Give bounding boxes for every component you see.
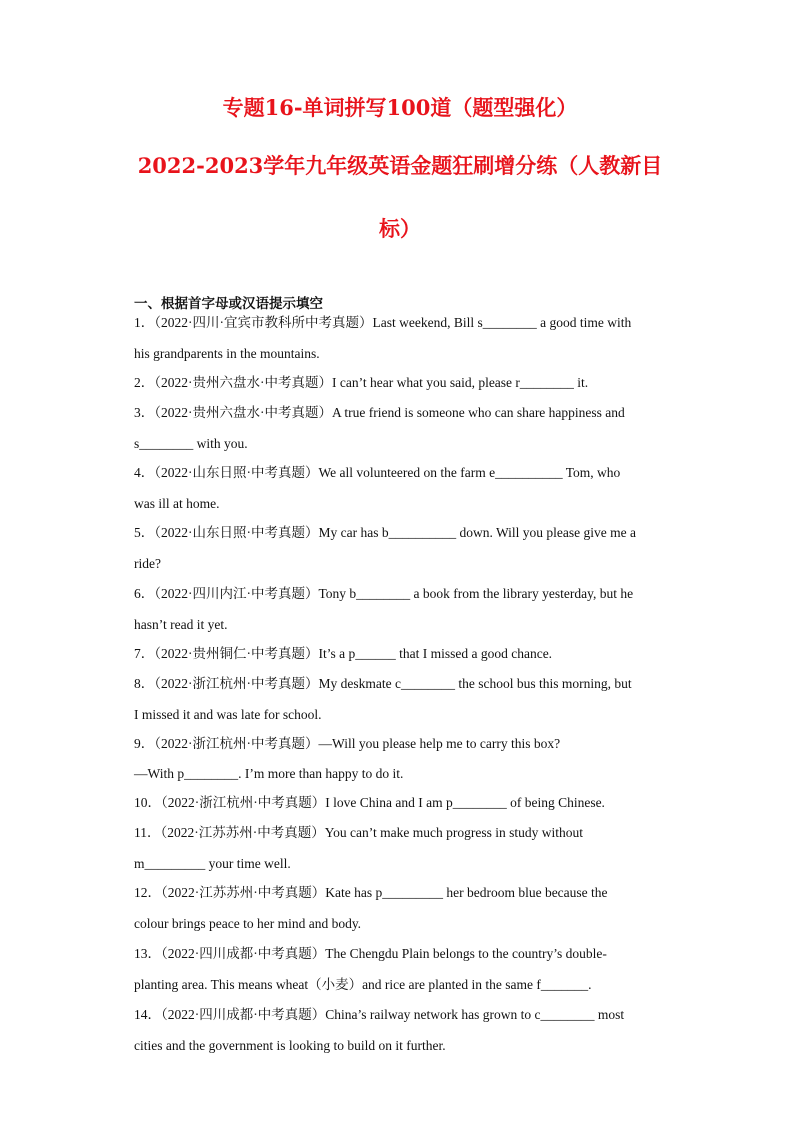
section-heading: 一、根据首字母或汉语提示填空	[134, 296, 323, 312]
question-line: I missed it and was late for school.	[134, 707, 322, 722]
question-line: 14．（2022·四川成都·中考真题）China’s railway network has grown to c________ most	[134, 1007, 625, 1022]
question-line: 3．（2022·贵州六盘水·中考真题）A true friend is someone who can share happiness and	[134, 405, 625, 420]
question-line: 7．（2022·贵州铜仁·中考真题）It’s a p______ that I missed a good chance.	[134, 646, 553, 661]
question-line: 5．（2022·山东日照·中考真题）My car has b__________ down. Will you please give me a	[134, 525, 637, 540]
question-line: s________ with you.	[134, 436, 248, 451]
question-line: 1．（2022·四川·宜宾市教科所中考真题）Last weekend, Bill s________ a good time with	[134, 315, 632, 330]
question-line: 9．（2022·浙江杭州·中考真题）—Will you please help me to carry this box?	[134, 736, 561, 751]
question-line: 2．（2022·贵州六盘水·中考真题）I can’t hear what you said, please r________ it.	[134, 375, 589, 390]
document-title-line-3: 标）	[379, 216, 421, 241]
question-line: 8．（2022·浙江杭州·中考真题）My deskmate c________ the school bus this morning, but	[134, 676, 632, 691]
question-line: cities and the government is looking to build on it further.	[134, 1038, 446, 1053]
question-line: 10．（2022·浙江杭州·中考真题）I love China and I am p________ of being Chinese.	[134, 795, 605, 810]
question-line: his grandparents in the mountains.	[134, 346, 320, 361]
question-line: —With p________. I’m more than happy to do it.	[134, 766, 404, 781]
question-line: m_________ your time well.	[134, 856, 291, 871]
question-line: 4．（2022·山东日照·中考真题）We all volunteered on the farm e__________ Tom, who	[134, 465, 621, 480]
question-line: 6．（2022·四川内江·中考真题）Tony b________ a book from the library yesterday, but he	[134, 586, 634, 601]
question-line: 11．（2022·江苏苏州·中考真题）You can’t make much progress in study without	[134, 825, 583, 840]
document-title-line-1: 专题16-单词拼写100道（题型强化）	[222, 95, 578, 120]
question-line: planting area. This means wheat（小麦）and rice are planted in the same f_______.	[134, 977, 592, 992]
document-title-line-2: 2022-2023学年九年级英语金题狂刷增分练（人教新目	[137, 153, 663, 178]
question-line: 12．（2022·江苏苏州·中考真题）Kate has p_________ her bedroom blue because the	[134, 885, 608, 900]
question-line: 13．（2022·四川成都·中考真题）The Chengdu Plain belongs to the country’s double-	[134, 946, 607, 961]
question-line: was ill at home.	[134, 496, 220, 511]
question-line: colour brings peace to her mind and body.	[134, 916, 362, 931]
question-line: hasn’t read it yet.	[134, 617, 228, 632]
question-line: ride?	[134, 556, 161, 571]
